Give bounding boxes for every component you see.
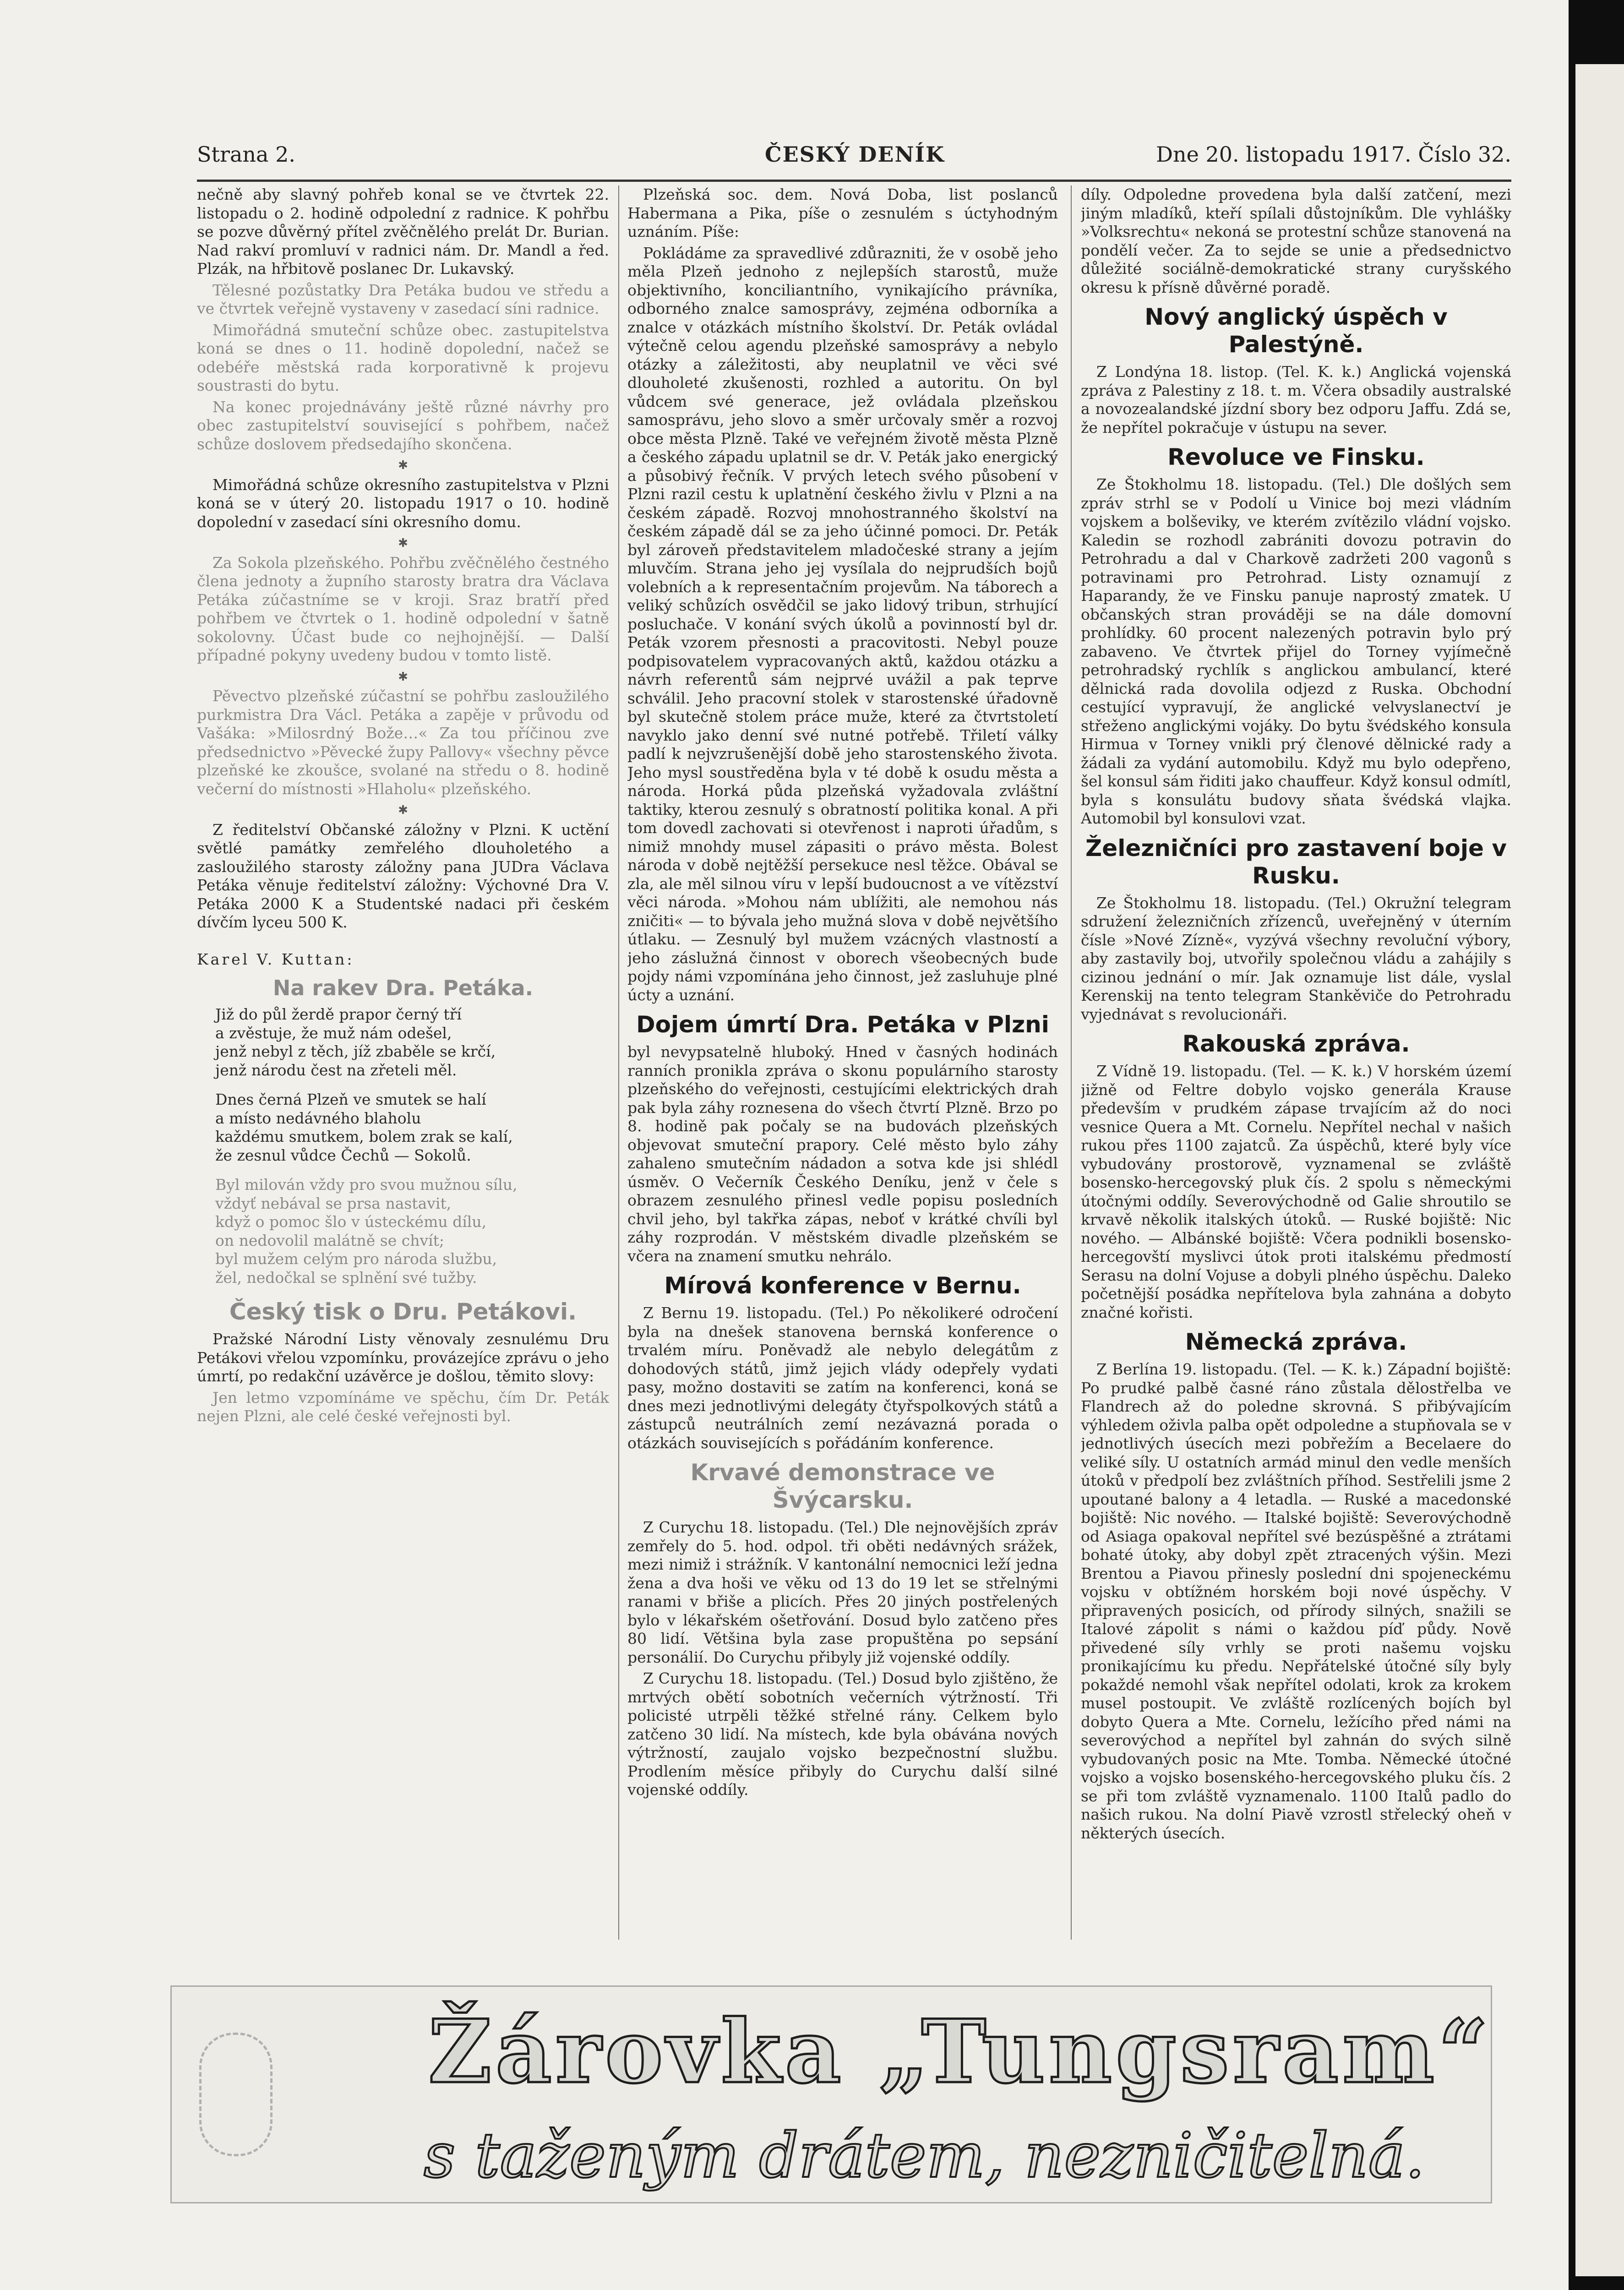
poem-line: a zvěstuje, že muž nám odešel, xyxy=(215,1024,452,1042)
article-text: Pokládáme za spravedlivé zdůrazniti, že v osobě jeho měla Plzeň jednoho z nejlepších starostů, muže objektivního, konciliantního, vynikajícího právníka, odborného znalce samosprávy, zejména odborníka a znalce v otázkách místního školství. Dr. Peták ovládal výtečně celou agendu plzeňské samosprávy a nebylo otázky a záležitosti, aby neuplatnil ve věci své dlouholeté zkušenosti, rozhled a autoritu. On byl vůdcem své generace, jež ovládala plzeňskou samosprávu, jeho slovo a směr určovaly směr a rozvoj obce města Plzně. Také ve veřejném životě města Plzně a českého západu uplatnil se dr. V. Peták jako energický a působivý řečník. V prvých letech svého působení v Plzni razil cestu k uplatnění českého živlu v Plzni a na českém západě. Rozvoj mnohostranného školství na českém západě dál se za jeho účinné pomoci. Dr. Peták byl zároveň představitelem mladočeské strany a jejím mluvčím. Strana jeho jej vysílala do nejprudších bojů volebních a k representačním projevům. Na táborech a veliký schůzích osvědčil se jako lidový tribun, strhující posluchače. V konání svých úkolů a povinností byl dr. Peták vzorem přesnosti a pracovitosti. Nebyl pouze podpisovatelem vypracovaných aktů, každou otázku a návrh referentů sám nejprvé uvážil a pak teprve schválil. Jeho pracovní stolek v starostenské úřadovně byl skutečně stolem práce muže, které za čtvrtstoletí navyklo jako denní své nutné potřebě. Třiletí války padlí k nejvzrušenější době jeho starostenského života. Jeho mysl soustředěna byla v té době k osudu města a národa. Horká půda plzeňská vyžadovala zvláštní taktiky, kterou zesnulý s obratností politika konal. A při tom dovedl zachovati si otevřenost i naproti úřadům, s nimiž mnohdy musel zápasiti o právo města. Bolest národa v době nejtěžší persekuce nesl těžce. Obával se zla, ale měl silnou víru v lepší budoucnost a ve vítězství věci národa. »Mohou nám ublížiti, ale nemohou nás zničiti« — to bývala jeho mužná slova v době největšího útlaku. — Zesnulý byl mužem vzácných vlastností a jeho záslužná činnost v oborech všeobecných bude pojdy námi vzpomínána jeho činnost, jež zasluhuje plné úcty a uznání. xyxy=(627,244,1058,1004)
article-text: díly. Odpoledne provedena byla další zatčení, mezi jiným mladíků, kteří spílali důstojníkům. Dle vyhlášky »Volksrechtu« nekoná se protestní schůze stanovená na pondělí večer. Za to sejde se unie a předsednictvo důležité sociálně-demokratické strany curyšského okresu k přísně důvěrné poradě. xyxy=(1081,185,1511,296)
article-text: Pěvectvo plzeňské zúčastní se pohřbu zasloužilého purkmistra Dra Václ. Petáka a zapěje v průvodu od Vašáka: »Milosrdný Bože…« Za tou příčinou zve předsednictvo »Pěvecké župy Pallovy« všechny pěvce plzeňské ke zkoušce, svolané na středu o 8. hodině večerní do místnosti »Hlaholu« plzeňského. xyxy=(197,687,609,798)
column-3 xyxy=(1081,185,1511,1940)
poem-line: Byl milován vždy pro svou mužnou sílu, xyxy=(215,1176,518,1194)
article-text: Na konec projednávány ještě různé návrhy pro obec zastupitelství související s pohřbem, načež schůze doslovem předsedajího skončena. xyxy=(197,398,609,453)
poem-line: když o pomoc šlo v ústeckému dílu, xyxy=(215,1213,487,1231)
column-divider xyxy=(1071,185,1072,1940)
separator-asterisk: ✱ xyxy=(398,458,408,472)
article-text: Jen letmo vzpomínáme ve spěchu, čím Dr. Peták nejen Plzni, ale celé české veřejnosti byl. xyxy=(197,1388,609,1425)
article-text: Mimořádná schůze okresního zastupitelstva v Plzni koná se v úterý 20. listopadu 1917 o 10. hodině dopolední v zasedací síni okresního domu. xyxy=(197,475,609,531)
headline: Krvavé demonstrace ve Švýcarsku. xyxy=(690,1459,995,1513)
poem-line: žel, nedočkal se splnění své tužby. xyxy=(215,1268,477,1287)
separator-asterisk: ✱ xyxy=(398,670,408,684)
headline: Český tisk o Dru. Petákovi. xyxy=(229,1298,577,1325)
article-text: Ze Štokholmu 18. listopadu. (Tel.) Dle došlých sem zpráv strhl se v Podolí u Vinice boj mezi vládním vojskem a bolševiky, ve kterém zvítězilo vládní vojsko. Kaledin se rozhodl zabrániti dovozu potravin do Petrohradu a dal v Charkově zadržeti 200 vagonů s potravinami pro Petrohrad. Listy oznamují z Haparandy, že ve Finsku panuje naprostý zmatek. U občanských stran prováději se na dále domovní prohlídky. 60 procent nalezených potravin bylo prý zabaveno. Ve čtvrtek přijel do Torney vyjímečně petrohradský rychlík s anglickou ambulancí, které dělnická rada dovolila odjezd z Ruska. Obchodní cestující vypravují, že anglické velvyslanectví je střeženo anglickými vojáky. Do bytu švédského konsula Hirmua v Torney vnikli prý členové dělnické rady a žádali za vydání automobilu. Když mu bylo odepřeno, šel konsul sám řiditi jako chauffeur. Když konsul odmítl, byla s konsulátu budovy sňata švédská vlajka. Automobil byl konsulovi vzat. xyxy=(1081,475,1511,827)
article-text: nečně aby slavný pohřeb konal se ve čtvrtek 22. listopadu o 2. hodině odpolední z radnice. K pohřbu se pozve důvěrný přítel zvěčnělého prelát Dr. Burian. Nad rakví promluví v radnici nám. Dr. Mandl a řed. Plzák, na hřbitově poslanec Dr. Lukavský. xyxy=(197,185,609,278)
poem-byline: Karel V. Kuttan: xyxy=(197,950,354,968)
article-text: Z Curychu 18. listopadu. (Tel.) Dosud bylo zjištěno, že mrtvých obětí sobotních večerních výtržností. Tři policisté utrpěli těžké střelné rány. Celkem bylo zatčeno 30 lidí. Na místech, kde byla obávána nových výtržností, zaujalo vojsko bezpečnostní službu. Prodlením měsíce přibyly do Curychu další silné vojenské oddíly. xyxy=(627,1669,1058,1799)
poem-line: byl mužem celým pro národa službu, xyxy=(215,1250,497,1268)
page-header xyxy=(197,142,1511,179)
poem xyxy=(215,1005,609,1287)
headline: Revoluce ve Finsku. xyxy=(1167,444,1425,470)
headline: Dojem úmrtí Dra. Petáka v Plzni xyxy=(636,1011,1049,1038)
article-text: Mimořádná smuteční schůze obec. zastupitelstva koná se dnes o 11. hodině dopolední, načež se odebéře městská rada korporativně k projevu soustrasti do bytu. xyxy=(197,321,609,394)
article-text: Ze Štokholmu 18. listopadu. (Tel.) Okružní telegram sdružení železničních zřízenců, uveřejněný v úterním čísle »Nové Zízně«, vyzývá všechny revoluční výbory, aby zastavily boj, utvořily společnou vládu a zahájily s cizinou jednání o mír. Jak oznamuje list dále, vyslal Kerenskij na tento telegram Stankěviče do Petrohradu vyjednávat s revolucionáři. xyxy=(1081,894,1511,1023)
header-rule xyxy=(197,180,1511,182)
article-text: Z Vídně 19. listopadu. (Tel. — K. k.) V horském území jižně od Feltre dobylo vojsko generála Krause především v prudkém zápase trvajícím až do noci vesnice Quera a Mt. Cornelu. Nepřítel nechal v našich rukou přes 1100 zajatců. Za úspěchů, které byly více vybudovány prostorově, vyznamenal se zvláště bosensko-hercegovský pluk čís. 2 spolu s německými útočnými oddíly. Severovýchodně od Galie shroutilo se krvavě několik italských útoků. — Ruské bojiště: Nic nového. — Albánské bojiště: Včera podnikli bosensko-hercegovští myslivci útok proti italskému předmostí Serasu na dolní Vojuse a dobyli plného úspěchu. Daleko početnější posádka nepřítelova byla zahnána a dobyto značné kořisti. xyxy=(1081,1062,1511,1321)
headline: Nový anglický úspěch v Palestýně. xyxy=(1144,304,1448,358)
headline: Rakouská zpráva. xyxy=(1182,1030,1410,1057)
poem-line: Dnes černá Plzeň ve smutek se halí xyxy=(215,1090,486,1108)
headline: Německá zpráva. xyxy=(1185,1329,1407,1355)
article-text: Pražské Národní Listy věnovaly zesnulému Dru Petákovi vřelou vzpomínku, provázejíce zprávu o jeho úmrtí, po redakční uzávěrce je došlou, těmito slovy: xyxy=(197,1330,609,1385)
separator-asterisk: ✱ xyxy=(398,536,408,550)
ad-tagline: s taženým drátem, nezničitelná. xyxy=(424,2120,1425,2192)
tungsram-advertisement xyxy=(170,1985,1492,2203)
poem-line: vždyť nebával se prsa nastavit, xyxy=(215,1194,452,1212)
poem-line: on nedovolil malátně se chvít; xyxy=(215,1231,445,1249)
separator-asterisk: ✱ xyxy=(398,803,408,817)
poem-line: jenž národu čest na zřeteli měl. xyxy=(215,1061,457,1079)
poem-line: jenž nebyl z těch, jíž zbaběle se krčí, xyxy=(215,1042,496,1060)
column-2 xyxy=(627,185,1058,1940)
page-number: Strana 2. xyxy=(197,142,295,167)
poem-stanza xyxy=(215,1090,609,1165)
article-text: Za Sokola plzeňského. Pohřbu zvěčnělého čestného člena jednoty a župního starosty bratra dra Václava Petáka zúčastníme se v kroji. Sraz bratří před pohřbem ve čtvrtek o 1. hodině odpolední v šatně sokolovny. Účast bude co nejhojnější. — Další případné pokyny uvedeny budou v tomto listě. xyxy=(197,553,609,664)
poem-stanza xyxy=(215,1176,609,1287)
article-text: byl nevypsatelně hluboký. Hned v časných hodinách ranních pronikla zpráva o skonu populárního starosty plzeňského do veřejnosti, cestujícími elektrických drah pak byla záhy roznesena do všech čtvrtí Plzně. Brzo po 8. hodině pak počaly se na budovách plzeňských objevovat smuteční prapory. Celé město bylo záhy zahaleno smutečním nádadon a sotva kde jsi shlédl úsměv. O Večerník Českého Deníku, jenž v čele s obrazem zesnulého přinesl vedle popisu posledních chvil jeho, byl takřka zápas, neboť v krátké chvíli byl záhy rozprodán. V městském divadle plzeňském se včera na znamení smutku nehrálo. xyxy=(627,1043,1058,1265)
poem-title: Na rakev Dra. Petáka. xyxy=(272,976,534,1000)
article-text: Z ředitelství Občanské záložny v Plzni. K uctění světlé památky zemřelého dlouholetého a zasloužilého starosty záložny pana JUDra Václava Petáka věnuje ředitelství záložny: Výchovné Dra V. Petáka 2000 K a Studentské nadaci při českém dívčím lyceu 500 K. xyxy=(197,820,609,931)
issue-date: Dne 20. listopadu 1917. Číslo 32. xyxy=(1156,142,1511,167)
article-text: Z Berlína 19. listopadu. (Tel. — K. k.) Západní bojiště: Po prudké palbě časné ráno zůstala dělostřelba ve Flandrech až do poledne skrovná. S přibývajícím výhledem oživla palba opět odpoledne a stupňovala se v jednotlivých úsecích mezi pobřežím a Becelaere do veliké síly. U ostatních armád minul den vedle menších útoků v předpolí bez zvláštních příhod. Sestřelili jsme 2 upoutané balony a 4 letadla. — Ruské a macedonské bojiště: Nic nového. — Italské bojiště: Severovýchodně od Asiaga opakoval nepřítel své bezúspěšné a ztrátami bohaté útoky, aby dobyl zpět ztracených výšin. Mezi Brentou a Piavou přinesly poslední dni spojeneckému vojsku v obtížném horském boji nové úspěchy. V připravených posicích, od přírody silných, snažili se Italové zápolit s námi o každou píď půdy. Nově přivedené síly vrhly se proti našemu vojsku pronikajícímu ku předu. Nepřátelské útočné síly byly pokaždé nemohl však nepřítel odolati, krok za krokem musel postoupit. Ve zvláště rozlícených bojích byl dobyto Quera a Mte. Cornelu, ležícího před námi na severovýchod a nepřítel byl zahnán do svých silně vybudovaných posic na Mte. Tomba. Německé útočné vojsko a vojsko bosenského-hercegovského pluku čís. 2 se při tom zvláště vyznamenalo. 1100 Italů padlo do našich rukou. Na dolní Piavě vzrostl střelecký oheň v některých úsecích. xyxy=(1081,1360,1511,1842)
article-text: Z Londýna 18. listop. (Tel. K. k.) Anglická vojenská zpráva z Palestiny z 18. t. m. Včera obsadily australské a novozealandské jízdní sbory bez odporu Jaffu. Zdá se, že nepřítel pokračuje v ústupu na sever. xyxy=(1081,363,1511,436)
article-text: Z Bernu 19. listopadu. (Tel.) Po několikeré odročení byla na dnešek stanovena bernská konference o trvalém míru. Poněvadž ale nebylo delegátům z dohodových států, jimž jejich vlády odepřely vydati pasy, možno dostaviti se zatím na konferenci, koná se dnes mezi jednotlivými delegáty čtyřspolkových států a zástupců neutrálních zemí nezávazná porada o otázkách souvisejících s pořádáním konference. xyxy=(627,1304,1058,1452)
masthead: ČESKÝ DENÍK xyxy=(765,142,945,167)
poem-line: každému smutkem, bolem zrak se kalí, xyxy=(215,1128,513,1145)
poem-line: Již do půl žerdě prapor černý tří xyxy=(215,1005,462,1023)
headline: Mírová konference v Bernu. xyxy=(664,1272,1021,1299)
article-text: Z Curychu 18. listopadu. (Tel.) Dle nejnovějších zpráv zemřely do 5. hod. odpol. tři oběti nedávných srážek, mezi nimiž i strážník. V kantonální nemocnici leží jedna žena a dva hoši ve věku od 13 do 19 let se střelnými ranami v břiše a plicích. Přes 20 jiných postřelených bylo v lékařském ošetřování. Dosud bylo zatčeno přes 80 lidí. Většina byla zase propuštěna po sepsání personálií. Do Curychu přibyly již vojenské oddíly. xyxy=(627,1518,1058,1666)
article-text: Plzeňská soc. dem. Nová Doba, list poslanců Habermana a Pika, píše o zesnulém s úctyhodným uznáním. Píše: xyxy=(627,185,1058,240)
article-text: Tělesné pozůstatky Dra Petáka budou ve středu a ve čtvrtek veřejně vystaveny v zasedací síni radnice. xyxy=(197,281,609,317)
column-1 xyxy=(197,185,609,1940)
adjacent-page-edge xyxy=(1575,64,1624,2276)
poem-line: že zesnul vůdce Čechů — Sokolů. xyxy=(215,1146,471,1164)
poem-line: a místo nedávného blaholu xyxy=(215,1109,421,1127)
headline: Železničníci pro zastavení boje v Rusku. xyxy=(1085,834,1507,889)
poem-stanza xyxy=(215,1005,609,1080)
column-divider xyxy=(618,185,619,1940)
ad-headline: Žárovka „Tungsram“ xyxy=(428,2001,1492,2103)
lightbulb-icon xyxy=(199,2033,272,2156)
